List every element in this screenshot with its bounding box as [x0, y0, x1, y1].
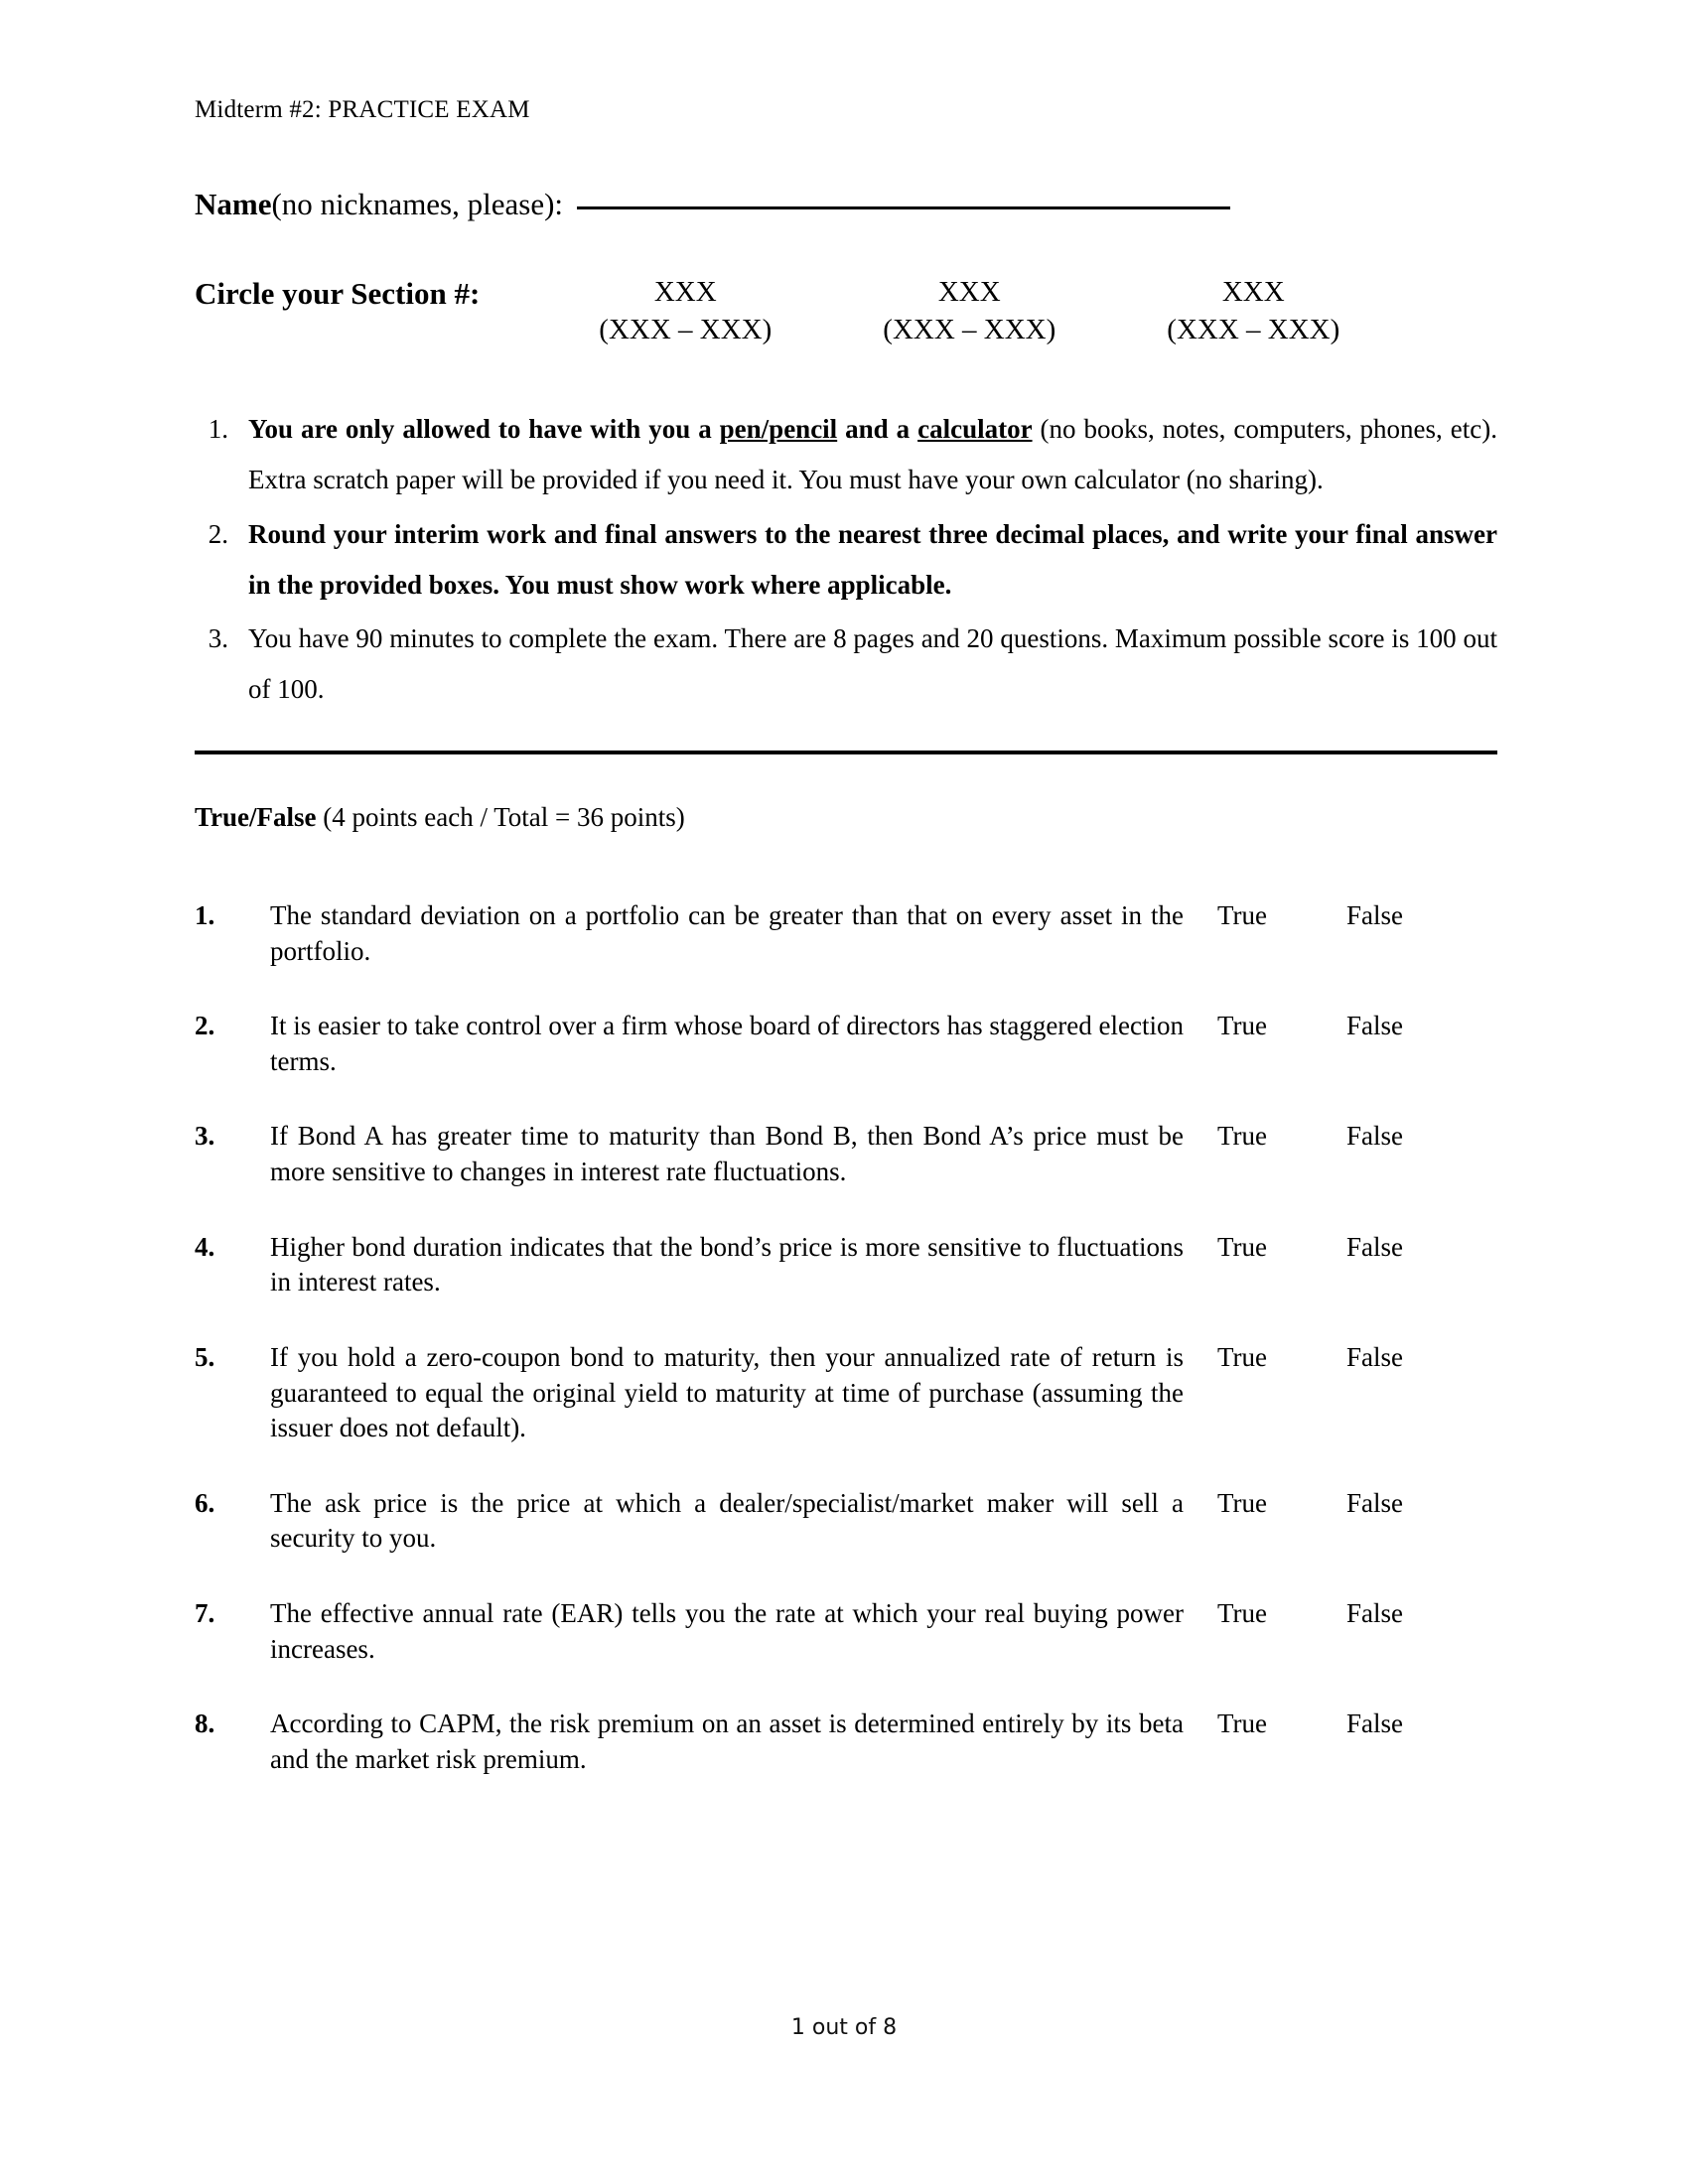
- exam-title: Midterm #2: PRACTICE EXAM: [195, 96, 530, 123]
- question-row: [195, 1596, 1497, 1667]
- section-option-1[interactable]: [543, 274, 827, 348]
- question-8-option-false[interactable]: False: [1346, 1708, 1403, 1739]
- true-false-section-heading: [195, 802, 1497, 833]
- question-3-text: If Bond A has greater time to maturity than Bond B, then Bond A’s price must be more sensitive to changes in interest rate fluctuations.: [270, 1121, 1184, 1186]
- question-row: [195, 898, 1497, 969]
- instructions-list: [195, 404, 1497, 715]
- question-8-option-true[interactable]: True: [1217, 1708, 1268, 1739]
- question-5-option-false[interactable]: False: [1346, 1341, 1403, 1372]
- instruction-3-number: 3.: [208, 623, 228, 654]
- question-2-option-false[interactable]: False: [1346, 1011, 1403, 1041]
- question-4-text: Higher bond duration indicates that the bond’s price is more sensitive to fluctuations in interest rates.: [270, 1231, 1184, 1297]
- question-row: [195, 1340, 1497, 1446]
- question-2-text: It is easier to take control over a firm whose board of directors has staggered election terms.: [270, 1011, 1184, 1076]
- question-7-option-false[interactable]: False: [1346, 1598, 1403, 1628]
- question-2-options: [1184, 1009, 1497, 1044]
- instruction-1-number: 1.: [208, 414, 228, 445]
- question-1-option-true[interactable]: True: [1217, 899, 1268, 930]
- question-3-number: 3.: [195, 1121, 215, 1152]
- question-4-option-true[interactable]: True: [1217, 1231, 1268, 1262]
- section-option-2[interactable]: [827, 274, 1111, 348]
- true-false-heading-label: True/False: [195, 801, 317, 832]
- instruction-1-seg-calculator: calculator: [917, 414, 1033, 445]
- true-false-heading-points: (4 points each / Total = 36 points): [316, 801, 685, 832]
- question-3-option-true[interactable]: True: [1217, 1121, 1268, 1152]
- question-7-options: [1184, 1596, 1497, 1632]
- name-field-row: [195, 187, 1497, 222]
- section-option-1-range: (XXX – XXX): [599, 313, 773, 345]
- instruction-3-text: You have 90 minutes to complete the exam. There are 8 pages and 20 questions. Maximum possible score is 100 out of 100.: [248, 623, 1497, 705]
- true-false-questions: [195, 898, 1497, 1778]
- question-3-option-false[interactable]: False: [1346, 1121, 1403, 1152]
- question-1-number: 1.: [195, 899, 215, 930]
- question-row: [195, 1706, 1497, 1777]
- question-1-options: [1184, 898, 1497, 934]
- question-4-option-false[interactable]: False: [1346, 1231, 1403, 1262]
- question-row: [195, 1119, 1497, 1189]
- question-1-text: The standard deviation on a portfolio can be greater than that on every asset in the portfolio.: [270, 899, 1184, 966]
- name-field-hint: (no nicknames, please):: [271, 187, 564, 221]
- question-6-text: The ask price is the price at which a dealer/specialist/market maker will sell a security to you.: [270, 1487, 1184, 1554]
- name-field-label: Name: [195, 187, 272, 221]
- question-8-number: 8.: [195, 1708, 215, 1739]
- name-write-in-line[interactable]: [577, 206, 1230, 209]
- question-row: [195, 1009, 1497, 1079]
- instruction-item: [195, 614, 1497, 715]
- section-columns: [543, 274, 1395, 348]
- instruction-1-seg-0: You are only allowed to have with you a: [248, 414, 720, 445]
- question-6-options: [1184, 1486, 1497, 1522]
- section-option-3-range: (XXX – XXX): [1167, 313, 1340, 345]
- question-row: [195, 1486, 1497, 1557]
- instruction-item: [195, 404, 1497, 505]
- question-6-number: 6.: [195, 1487, 215, 1518]
- question-6-option-false[interactable]: False: [1346, 1487, 1403, 1518]
- section-option-2-number: XXX: [937, 276, 1001, 308]
- section-option-3-number: XXX: [1221, 276, 1285, 308]
- page-content: [195, 0, 1497, 1818]
- question-row: [195, 1230, 1497, 1300]
- question-2-number: 2.: [195, 1011, 215, 1041]
- instruction-1-seg-penpencil: pen/pencil: [719, 414, 838, 445]
- instruction-2-number: 2.: [208, 518, 228, 549]
- question-5-options: [1184, 1340, 1497, 1376]
- section-field-row: [195, 274, 1497, 348]
- instruction-item: [195, 509, 1497, 611]
- section-field-label: Circle your Section #:: [195, 276, 481, 311]
- instruction-1-text: [248, 404, 1497, 505]
- page-footer: 1 out of 8: [790, 2015, 898, 2040]
- question-3-options: [1184, 1119, 1497, 1155]
- question-7-text: The effective annual rate (EAR) tells you the rate at which your real buying power increases.: [270, 1598, 1184, 1664]
- question-4-number: 4.: [195, 1231, 215, 1262]
- section-option-1-number: XXX: [653, 276, 717, 308]
- section-option-2-range: (XXX – XXX): [883, 313, 1056, 345]
- question-8-text: According to CAPM, the risk premium on an asset is determined entirely by its beta and the market risk premium.: [270, 1708, 1184, 1774]
- question-7-option-true[interactable]: True: [1217, 1598, 1268, 1628]
- section-option-3[interactable]: [1111, 274, 1395, 348]
- question-5-option-true[interactable]: True: [1217, 1341, 1268, 1372]
- instruction-2-text: Round your interim work and final answers to the nearest three decimal places, and write your final answer in the provided boxes. You must show work where applicable.: [248, 518, 1497, 600]
- question-8-options: [1184, 1706, 1497, 1742]
- section-divider-rule: [195, 751, 1497, 754]
- instruction-1-seg-2: and a: [837, 414, 918, 445]
- question-6-option-true[interactable]: True: [1217, 1487, 1268, 1518]
- instruction-1-seg-4: (no books, notes, computers, phones, etc). Extra scratch paper will be provided if you need it. You must have your own calculator (no sharing).: [248, 414, 1497, 495]
- question-2-option-true[interactable]: True: [1217, 1011, 1268, 1041]
- question-1-option-false[interactable]: False: [1346, 899, 1403, 930]
- question-5-text: If you hold a zero-coupon bond to maturity, then your annualized rate of return is guaranteed to equal the original yield to maturity at time of purchase (assuming the issuer does not default).: [270, 1341, 1184, 1443]
- question-7-number: 7.: [195, 1598, 215, 1628]
- question-4-options: [1184, 1230, 1497, 1266]
- question-5-number: 5.: [195, 1341, 215, 1372]
